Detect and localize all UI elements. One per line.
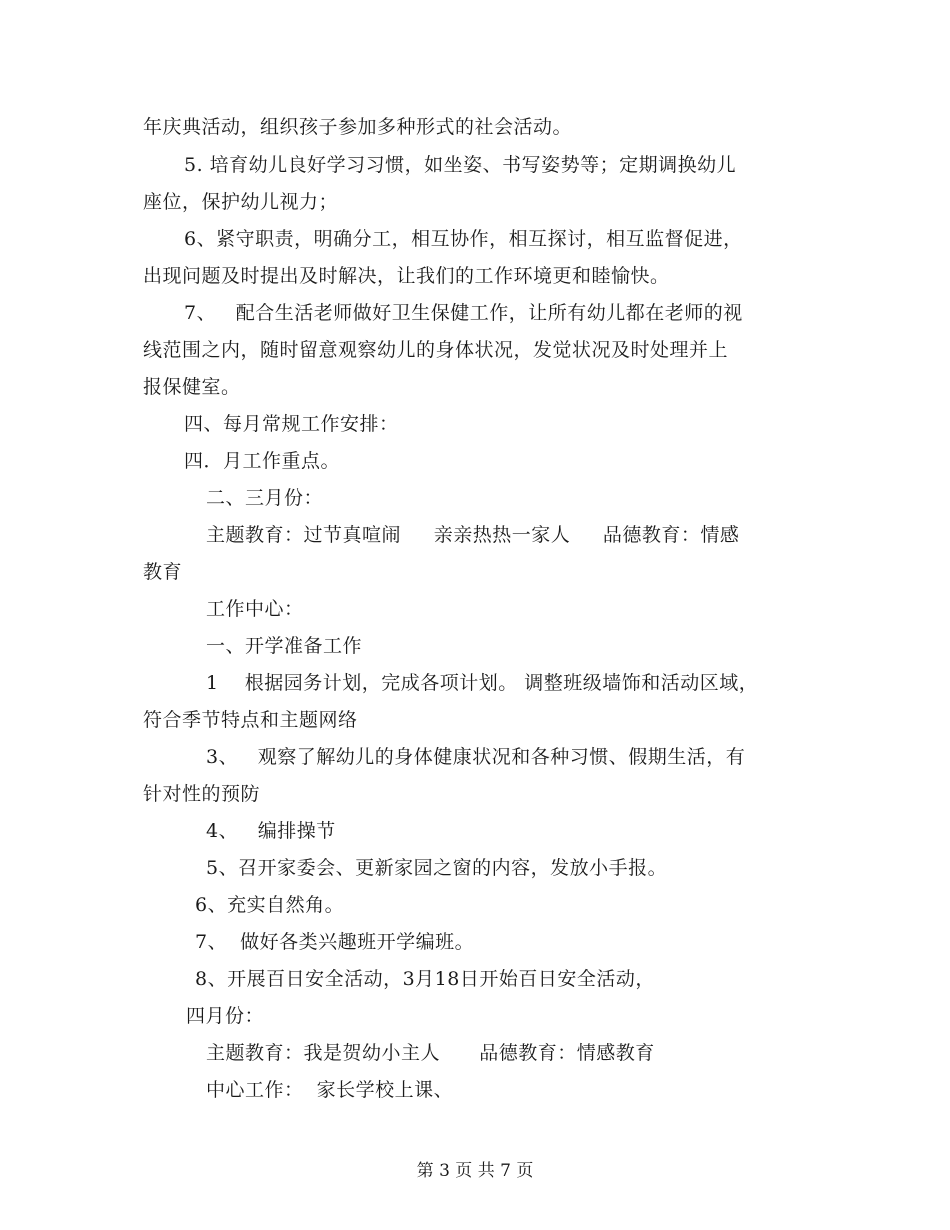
text-line: 8、开展百日安全活动，3月18日开始百日安全活动， bbox=[195, 968, 655, 990]
text-line: 年庆典活动，组织孩子参加多种形式的社会活动。 bbox=[143, 116, 573, 138]
text-line: 四、每月常规工作安排： bbox=[184, 413, 399, 435]
text-line: 5. 培育幼儿良好学习习惯，如坐姿、书写姿势等；定期调换幼儿 bbox=[184, 154, 737, 176]
text-line: 4、 编排操节 bbox=[206, 820, 336, 842]
text-line: 座位，保护幼儿视力； bbox=[143, 191, 339, 213]
text-line: 二、三月份： bbox=[206, 487, 324, 509]
text-line: 1 根据园务计划，完成各项计划。 调整班级墙饰和活动区域， bbox=[206, 672, 759, 694]
text-line: 5、召开家委会、更新家园之窗的内容，发放小手报。 bbox=[206, 857, 668, 879]
text-line: 7、 做好各类兴趣班开学编班。 bbox=[195, 931, 475, 953]
text-line: 报保健室。 bbox=[143, 376, 241, 398]
page-number-footer: 第 3 页 共 7 页 bbox=[416, 1161, 534, 1181]
text-line: 四．月工作重点。 bbox=[184, 450, 341, 472]
text-line: 线范围之内，随时留意观察幼儿的身体状况，发觉状况及时处理并上 bbox=[143, 339, 729, 361]
text-line: 一、开学准备工作 bbox=[206, 635, 363, 657]
text-line: 6、紧守职责，明确分工，相互协作，相互探讨，相互监督促进， bbox=[184, 228, 743, 250]
text-line: 3、 观察了解幼儿的身体健康状况和各种习惯、假期生活，有 bbox=[206, 746, 746, 768]
text-line: 教育 bbox=[143, 561, 183, 583]
text-line: 6、充实自然角。 bbox=[195, 894, 345, 916]
text-line: 主题教育：我是贺幼小主人 品德教育：情感教育 bbox=[206, 1042, 655, 1064]
text-line: 针对性的预防 bbox=[143, 783, 261, 805]
text-line: 符合季节特点和主题网络 bbox=[143, 709, 358, 731]
text-line: 7、 配合生活老师做好卫生保健工作，让所有幼儿都在老师的视 bbox=[184, 302, 743, 324]
text-line: 工作中心： bbox=[206, 598, 304, 620]
text-line: 四月份： bbox=[186, 1005, 265, 1027]
text-line: 出现问题及时提出及时解决，让我们的工作环境更和睦愉快。 bbox=[143, 265, 670, 287]
text-line: 中心工作： 家长学校上课、 bbox=[206, 1079, 454, 1101]
text-line: 主题教育：过节真喧闹 亲亲热热一家人 品德教育：情感 bbox=[206, 524, 740, 546]
